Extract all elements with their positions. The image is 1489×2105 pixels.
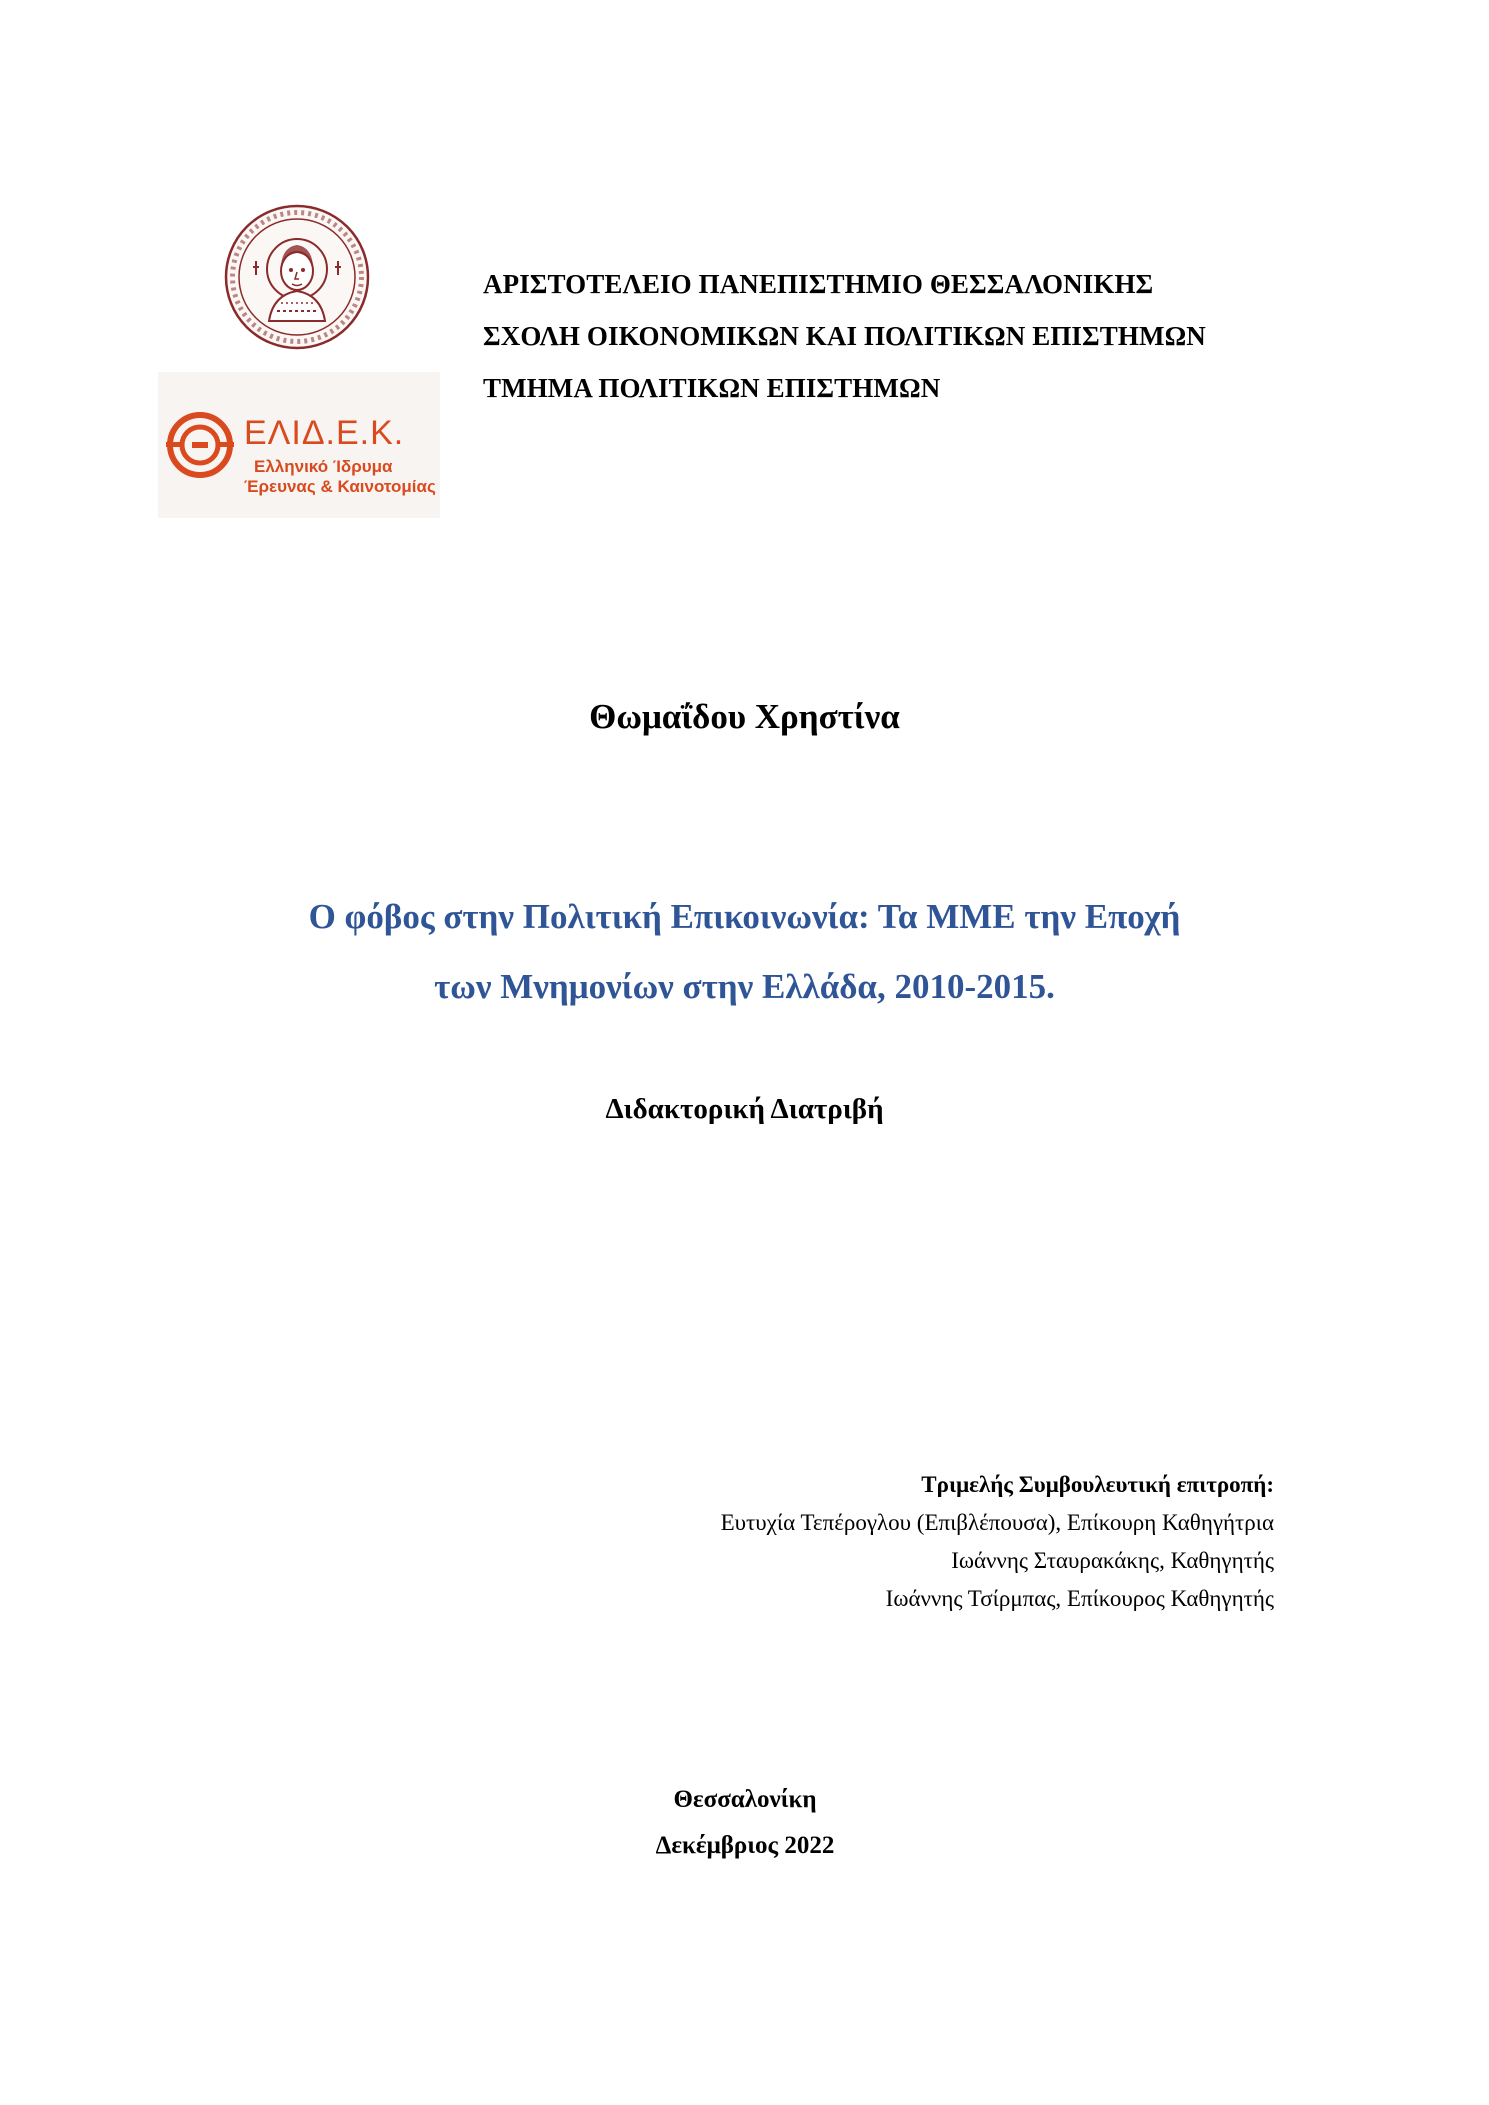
place: Θεσσαλονίκη (673, 1786, 817, 1813)
school-name: ΣΧΟΛΗ ΟΙΚΟΝΟΜΙΚΩΝ ΚΑΙ ΠΟΛΙΤΙΚΩΝ ΕΠΙΣΤΗΜΩΝ (483, 321, 1206, 351)
university-seal-icon (223, 203, 371, 351)
elidek-logo (158, 372, 440, 518)
date: Δεκέμβριος 2022 (655, 1832, 835, 1859)
place-date (600, 1777, 890, 1869)
committee-member: Ιωάννης Σταυρακάκης, Καθηγητής (951, 1548, 1274, 1573)
author-name: Θωμαΐδου Χρηστίνα (589, 697, 900, 736)
thesis-title-line-1: Ο φόβος στην Πολιτική Επικοινωνία: Τα ΜΜΕ την Εποχή (308, 897, 1181, 936)
university-name: ΑΡΙΣΤΟΤΕΛΕΙΟ ΠΑΝΕΠΙΣΤΗΜΙΟ ΘΕΣΣΑΛΟΝΙΚΗΣ (483, 269, 1154, 299)
thesis-type: Διδακτορική Διατριβή (605, 1093, 884, 1125)
thesis-title-line-2: των Μνημονίων στην Ελλάδα, 2010-2015. (434, 967, 1055, 1006)
department-name: ΤΜΗΜΑ ΠΟΛΙΤΙΚΩΝ ΕΠΙΣΤΗΜΩΝ (483, 373, 941, 403)
committee-member: Ιωάννης Τσίρμπας, Επίκουρος Καθηγητής (885, 1586, 1274, 1611)
svg-text:Έρευνας & Καινοτομίας: Έρευνας & Καινοτομίας (244, 477, 436, 496)
advisory-committee (721, 1466, 1274, 1618)
institution-header (483, 258, 1383, 414)
committee-heading: Τριμελής Συμβουλευτική επιτροπή: (921, 1472, 1274, 1497)
committee-member: Ευτυχία Τεπέρογλου (Επιβλέπουσα), Επίκουρη Καθηγήτρια (720, 1510, 1274, 1535)
thesis-title (0, 882, 1489, 1022)
svg-text:Ελληνικό Ίδρυμα: Ελληνικό Ίδρυμα (254, 457, 393, 476)
elidek-wordmark: ΕΛΙΔ.Ε.Κ. (244, 414, 405, 452)
